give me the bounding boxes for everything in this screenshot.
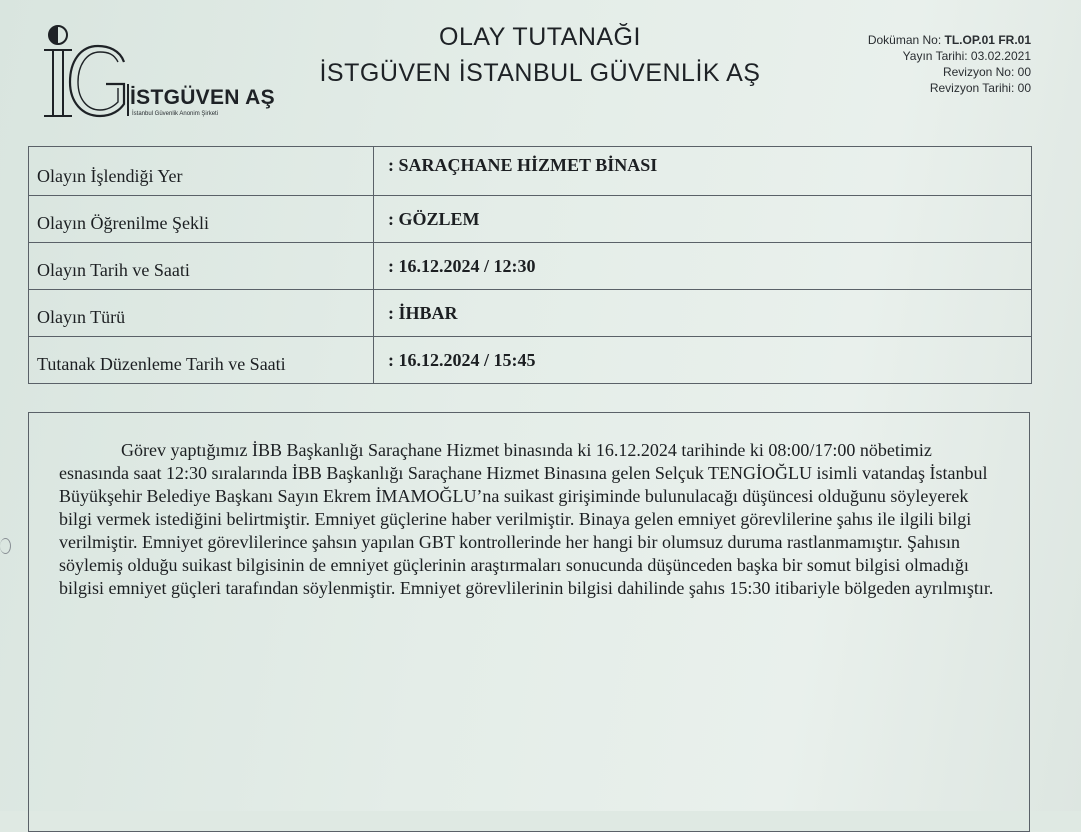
learning-method-label: Olayın Öğrenilme Şekli: [29, 196, 374, 242]
report-datetime-value: : 16.12.2024 / 15:45: [388, 349, 536, 370]
ig-monogram-icon: [28, 22, 138, 122]
table-row: [29, 242, 1031, 289]
table-row: [29, 195, 1031, 242]
learning-method-value: : GÖZLEM: [388, 208, 480, 229]
publish-date: Yayın Tarihi: 03.02.2021: [902, 49, 1031, 63]
revision-date: Revizyon Tarihi: 00: [929, 81, 1031, 95]
table-row: [29, 336, 1031, 383]
doc-no: Doküman No: TL.OP.01 FR.01: [867, 33, 1031, 47]
title-line-1: OLAY TUTANAĞI: [439, 23, 641, 51]
brand-subtitle: İstanbul Güvenlik Anonim Şirketi: [132, 111, 219, 117]
table-row: [29, 289, 1031, 336]
incident-type-label: Olayın Türü: [29, 290, 374, 336]
incident-location-value: : SARAÇHANE HİZMET BİNASI: [388, 155, 658, 175]
incident-narrative-text: Görev yaptığımız İBB Başkanlığı Saraçhane Hizmet binasında ki 16.12.2024 tarihinde ki 08:00/17:00 nöbetimiz esnasında saat 12:30 sıralarında İBB Başkanlığı Saraçhane Hizmet Binasına gelen Selçuk TENGİOĞLU isimli vatandaş İstanbul Büyükşehir Belediye Başkanı Sayın Ekrem İMAMOĞLU’na suikast girişiminde bulunulacağı düşüncesi olduğunu söyleyerek bilgi vermek istediğini belirtmiştir. Emniyet güçlerine haber verilmiştir. Binaya gelen emniyet görevlilerine şahıs ile ilgili bilgi verilmiştir. Emniyet görevlilerince şahsın yapılan GBT kontrollerinde her hangi bir olumsuz duruma rastlanmamıştır. Şahısın söylemiş olduğu suikast bilgisinin de emniyet güçlerinin araştırmaları sonucunda düşünceden başka bir somut bilgisi olmadığı bilgisi emniyet güçleri tarafından söylenmiştir. Emniyet görevlilerinin bilgisi dahilinde şahıs 15:30 itibariyle bölgeden ayrılmıştır.: [59, 440, 994, 598]
incident-datetime-label: Olayın Tarih ve Saati: [29, 243, 374, 289]
revision-no: Revizyon No: 00: [942, 65, 1031, 79]
report-datetime-label: Tutanak Düzenleme Tarih ve Saati: [29, 337, 374, 383]
brand-name: İSTGÜVEN AŞ: [130, 86, 275, 109]
document-title: [290, 22, 790, 88]
incident-narrative-box: [28, 412, 1030, 832]
incident-location-label: Olayın İşlendiği Yer: [29, 147, 374, 195]
incident-datetime-value: : 16.12.2024 / 12:30: [388, 255, 536, 276]
punch-hole-mark: [0, 538, 11, 554]
company-logo: [28, 22, 278, 122]
incident-type-value: : İHBAR: [388, 302, 458, 323]
title-line-2: İSTGÜVEN İSTANBUL GÜVENLİK AŞ: [319, 59, 761, 87]
document-meta: [868, 32, 1031, 96]
incident-info-table: [28, 146, 1032, 384]
table-row: [29, 147, 1031, 195]
